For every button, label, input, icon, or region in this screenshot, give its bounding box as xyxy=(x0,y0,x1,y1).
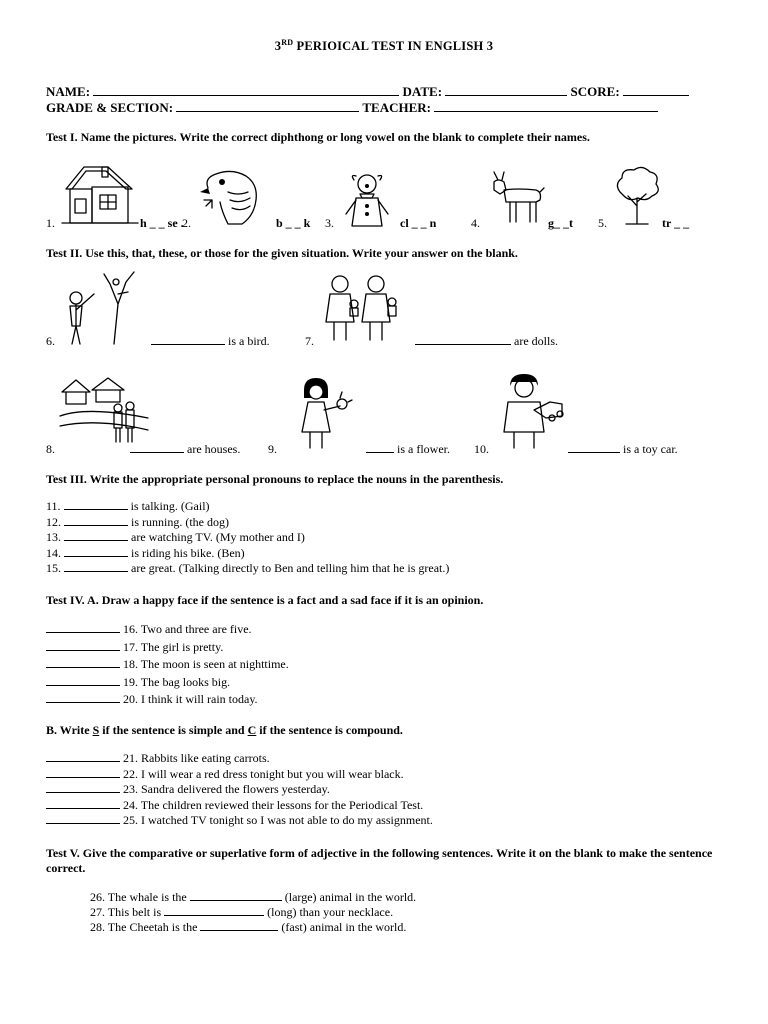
item-25-blank[interactable] xyxy=(46,813,120,824)
list-item: 16. Two and three are five. xyxy=(46,621,289,639)
item-6-blank[interactable] xyxy=(151,334,225,345)
date-field[interactable] xyxy=(445,84,567,96)
header-row-2 xyxy=(46,100,658,116)
test1-instruction: Test I. Name the pictures. Write the correct diphthong or long vowel on the blank to complete their names. xyxy=(46,130,590,144)
teacher-label: TEACHER: xyxy=(362,100,432,115)
item-24-blank[interactable] xyxy=(46,798,120,809)
item-1-word: h _ _ se . xyxy=(140,216,184,230)
tree-icon xyxy=(612,166,662,226)
item-9-blank[interactable] xyxy=(366,442,394,453)
goat-icon xyxy=(488,170,546,226)
test4a-instruction: Test IV. A. Draw a happy face if the sentence is a fact and a sad face if it is an opinion. xyxy=(46,593,484,607)
item-5-word: tr _ _ xyxy=(662,216,690,230)
item-8: are houses. xyxy=(130,442,240,457)
date-label: DATE: xyxy=(402,84,443,99)
test3-list xyxy=(46,498,449,578)
item-18-blank[interactable] xyxy=(46,657,120,668)
item-12-blank[interactable] xyxy=(64,515,128,526)
item-15-blank[interactable] xyxy=(64,561,128,572)
item-4-word: g_ _t xyxy=(548,216,573,230)
item-9: is a flower. xyxy=(366,442,450,457)
list-item: 28. The Cheetah is the (fast) animal in the world. xyxy=(90,920,407,934)
item-10: is a toy car. xyxy=(568,442,678,457)
item-10-blank[interactable] xyxy=(568,442,620,453)
item-9-num: 9. xyxy=(268,442,277,456)
girls-with-dolls-icon xyxy=(316,272,406,342)
test4a-list xyxy=(46,621,289,709)
item-7-blank[interactable] xyxy=(415,334,511,345)
list-item: 11. is talking. (Gail) xyxy=(46,499,210,513)
item-14-blank[interactable] xyxy=(64,546,128,557)
boys-viewing-houses-icon xyxy=(58,372,150,444)
item-7: are dolls. xyxy=(415,334,558,349)
test5-list xyxy=(90,890,416,935)
list-item: 25. I watched TV tonight so I was not able to do my assignment. xyxy=(46,813,433,829)
list-item: 19. The bag looks big. xyxy=(46,674,289,692)
item-8-blank[interactable] xyxy=(130,442,184,453)
item-19-blank[interactable] xyxy=(46,675,120,686)
list-item: 22. I will wear a red dress tonight but you will wear black. xyxy=(46,767,433,783)
list-item: 20. I think it will rain today. xyxy=(46,691,289,709)
item-21-blank[interactable] xyxy=(46,751,120,762)
item-7-num: 7. xyxy=(305,334,314,348)
test4b-instruction: B. Write S if the sentence is simple and C if the sentence is compound. xyxy=(46,723,403,737)
item-20-blank[interactable] xyxy=(46,692,120,703)
clown-icon xyxy=(342,170,392,228)
name-label: NAME: xyxy=(46,84,91,99)
list-item: 15. are great. (Talking directly to Ben and telling him that he is great.) xyxy=(46,561,450,575)
bird-head-icon xyxy=(198,166,264,226)
item-26-blank[interactable] xyxy=(190,890,282,901)
item-3-num: 3. xyxy=(325,216,334,230)
item-2-word: b _ _ k xyxy=(276,216,311,230)
house-icon xyxy=(60,163,140,225)
item-27-blank[interactable] xyxy=(164,905,264,916)
test5-instruction: Test V. Give the comparative or superlative form of adjective in the following sentences. Write it on the blank to make the sentence correct. xyxy=(46,846,713,875)
item-10-num: 10. xyxy=(474,442,489,456)
list-item: 18. The moon is seen at nighttime. xyxy=(46,656,289,674)
test2-instruction: Test II. Use this, that, these, or those for the given situation. Write your answer on the blank. xyxy=(46,246,518,260)
item-23-blank[interactable] xyxy=(46,782,120,793)
list-item: 17. The girl is pretty. xyxy=(46,639,289,657)
grade-label: GRADE & SECTION: xyxy=(46,100,174,115)
list-item: 12. is running. (the dog) xyxy=(46,514,229,529)
item-13-blank[interactable] xyxy=(64,530,128,541)
item-6: is a bird. xyxy=(151,334,270,349)
item-2-num: 2. xyxy=(182,216,191,230)
teacher-field[interactable] xyxy=(434,100,658,112)
score-label: SCORE: xyxy=(570,84,620,99)
name-field[interactable] xyxy=(93,84,399,96)
boy-with-toy-car-icon xyxy=(498,372,568,448)
test3-instruction: Test III. Write the appropriate personal pronouns to replace the nouns in the parenthesis. xyxy=(46,472,504,486)
score-field[interactable] xyxy=(623,84,689,96)
list-item: 13. are watching TV. (My mother and I) xyxy=(46,530,305,544)
item-4-num: 4. xyxy=(471,216,480,230)
header-row-1 xyxy=(46,84,689,100)
list-item: 14. is riding his bike. (Ben) xyxy=(46,545,245,560)
list-item: 26. The whale is the (large) animal in the world. xyxy=(90,890,417,904)
page-title: 3RD PERIOICAL TEST IN ENGLISH 3 xyxy=(274,38,494,54)
boy-pointing-bird-icon xyxy=(64,264,144,346)
item-1-num: 1. xyxy=(46,216,55,230)
item-8-num: 8. xyxy=(46,442,55,456)
item-22-blank[interactable] xyxy=(46,767,120,778)
test4b-list xyxy=(46,751,433,829)
item-5-num: 5. xyxy=(598,216,607,230)
list-item: 24. The children reviewed their lessons for the Periodical Test. xyxy=(46,798,433,814)
item-16-blank[interactable] xyxy=(46,622,120,633)
list-item: 27. This belt is (long) than your necklace. xyxy=(90,905,394,919)
item-11-blank[interactable] xyxy=(64,499,128,510)
item-6-num: 6. xyxy=(46,334,55,348)
list-item: 21. Rabbits like eating carrots. xyxy=(46,751,433,767)
list-item: 23. Sandra delivered the flowers yesterday. xyxy=(46,782,433,798)
item-3-word: cl _ _ n xyxy=(400,216,437,230)
girl-with-flower-icon xyxy=(292,376,352,450)
item-28-blank[interactable] xyxy=(200,920,278,931)
item-17-blank[interactable] xyxy=(46,640,120,651)
grade-field[interactable] xyxy=(176,100,359,112)
